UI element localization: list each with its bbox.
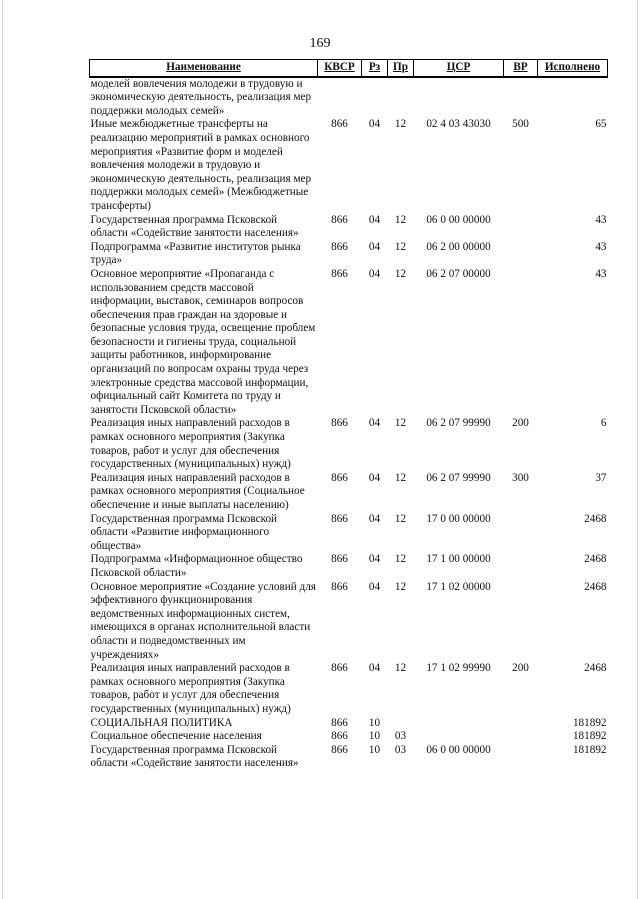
table-row bbox=[90, 241, 608, 268]
page-number: 169 bbox=[309, 36, 331, 51]
row-name: Государственная программа Псковской области «Развитие информационного общества» bbox=[90, 512, 278, 552]
row-rz: 04 bbox=[368, 553, 381, 566]
row-pr: 12 bbox=[394, 553, 407, 566]
row-amount: 181892 bbox=[572, 743, 607, 756]
row-vr bbox=[504, 717, 538, 731]
table-row bbox=[90, 744, 608, 771]
row-rz: 04 bbox=[368, 662, 381, 675]
row-csr: 17 0 00 00000 bbox=[426, 512, 491, 525]
row-amount bbox=[538, 77, 608, 119]
row-rz: 10 bbox=[368, 730, 381, 743]
row-name: Государственная программа Псковской области «Содействие занятости населения» bbox=[90, 743, 299, 770]
row-vr bbox=[504, 744, 538, 771]
row-vr bbox=[504, 77, 538, 119]
table-row bbox=[90, 77, 608, 119]
table-row bbox=[90, 553, 608, 580]
row-vr bbox=[504, 214, 538, 241]
table-row bbox=[90, 118, 608, 213]
table-row bbox=[90, 513, 608, 554]
row-csr: 06 2 07 99990 bbox=[426, 417, 491, 430]
row-amount: 2468 bbox=[584, 512, 607, 525]
row-pr: 12 bbox=[394, 213, 407, 226]
row-kvsr: 866 bbox=[331, 118, 348, 131]
row-csr: 17 1 00 00000 bbox=[426, 553, 491, 566]
row-pr: 12 bbox=[394, 471, 407, 484]
row-rz: 04 bbox=[368, 267, 381, 280]
row-amount: 43 bbox=[595, 267, 607, 280]
row-kvsr: 866 bbox=[331, 580, 348, 593]
header-csr: ЦСР bbox=[414, 60, 504, 77]
scan-edge-left bbox=[2, 0, 3, 899]
table-row bbox=[90, 717, 608, 731]
row-kvsr: 866 bbox=[331, 512, 348, 525]
header-pr: Пр bbox=[388, 60, 414, 77]
row-vr: 200 bbox=[512, 417, 529, 430]
row-csr: 06 2 00 00000 bbox=[426, 240, 491, 253]
row-csr: 17 1 02 00000 bbox=[426, 580, 491, 593]
row-csr: 02 4 03 43030 bbox=[426, 118, 491, 131]
row-pr: 12 bbox=[394, 240, 407, 253]
row-pr: 12 bbox=[394, 580, 407, 593]
row-vr bbox=[504, 268, 538, 418]
row-vr bbox=[504, 730, 538, 744]
row-name: Иные межбюджетные трансферты на реализацию мероприятий в рамках основного мероприятия «Развитие форм и моделей вовлечения молодежи в трудовую и экономическую деятельность, реализация мер поддержки молодых семей» (Межбюджетные трансферты) bbox=[90, 118, 312, 212]
row-vr bbox=[504, 553, 538, 580]
table-row bbox=[90, 730, 608, 744]
table-row bbox=[90, 268, 608, 418]
row-kvsr: 866 bbox=[331, 730, 348, 743]
row-csr: 06 2 07 00000 bbox=[426, 267, 491, 280]
scan-edge-right bbox=[637, 0, 638, 899]
row-amount: 2468 bbox=[584, 580, 607, 593]
row-pr: 12 bbox=[394, 662, 407, 675]
row-name: моделей вовлечения молодежи в трудовую и экономическую деятельность, реализация мер поддержки молодых семей» bbox=[90, 77, 312, 117]
row-kvsr: 866 bbox=[331, 417, 348, 430]
row-name: СОЦИАЛЬНАЯ ПОЛИТИКА bbox=[90, 716, 233, 729]
row-name: Государственная программа Псковской области «Содействие занятости населения» bbox=[90, 213, 299, 240]
table-row bbox=[90, 472, 608, 513]
row-vr: 200 bbox=[512, 662, 529, 675]
header-amount: Исполнено bbox=[538, 60, 608, 77]
row-kvsr: 866 bbox=[331, 553, 348, 566]
table-row bbox=[90, 417, 608, 471]
row-csr bbox=[414, 77, 504, 119]
row-pr: 03 bbox=[394, 743, 407, 756]
row-csr: 06 2 07 99990 bbox=[426, 471, 491, 484]
row-csr bbox=[414, 730, 504, 744]
row-csr: 17 1 02 99990 bbox=[426, 662, 491, 675]
row-vr: 500 bbox=[512, 118, 529, 131]
row-vr bbox=[504, 241, 538, 268]
row-rz: 04 bbox=[368, 580, 381, 593]
row-amount: 181892 bbox=[572, 716, 607, 729]
row-pr bbox=[388, 77, 414, 119]
row-pr: 12 bbox=[394, 118, 407, 131]
row-pr: 12 bbox=[394, 417, 407, 430]
budget-table bbox=[89, 59, 608, 771]
row-rz: 10 bbox=[368, 743, 381, 756]
row-kvsr bbox=[318, 77, 362, 119]
row-csr bbox=[414, 717, 504, 731]
row-kvsr: 866 bbox=[331, 240, 348, 253]
row-rz: 04 bbox=[368, 512, 381, 525]
row-pr bbox=[388, 717, 414, 731]
row-pr: 12 bbox=[394, 267, 407, 280]
row-kvsr: 866 bbox=[331, 213, 348, 226]
row-rz: 04 bbox=[368, 240, 381, 253]
row-amount: 2468 bbox=[584, 553, 607, 566]
row-amount: 2468 bbox=[584, 662, 607, 675]
table-header-row bbox=[90, 60, 608, 77]
header-rz: Рз bbox=[362, 60, 388, 77]
row-vr: 300 bbox=[512, 471, 529, 484]
row-kvsr: 866 bbox=[331, 662, 348, 675]
row-name: Подпрограмма «Развитие институтов рынка труда» bbox=[90, 240, 301, 267]
row-pr: 12 bbox=[394, 512, 407, 525]
row-name: Основное мероприятие «Пропаганда с использованием средств массовой информации, выставок, семинаров вопросов обеспечения прав граждан на здоровые и безопасные условия труда, освещение проблем безопасности и гигиены труда, социальной защиты работников, информирование организаций по вопросам охраны труда через электронные средства массовой информации, официальный сайт Комитета по труду и занятости Псковской области» bbox=[90, 267, 316, 416]
row-rz: 04 bbox=[368, 118, 381, 131]
row-kvsr: 866 bbox=[331, 267, 348, 280]
row-amount: 65 bbox=[595, 118, 607, 131]
table-row bbox=[90, 214, 608, 241]
row-rz: 04 bbox=[368, 417, 381, 430]
header-kvsr: КВСР bbox=[318, 60, 362, 77]
row-kvsr: 866 bbox=[331, 716, 348, 729]
row-rz: 04 bbox=[368, 471, 381, 484]
row-kvsr: 866 bbox=[331, 471, 348, 484]
row-rz bbox=[362, 77, 388, 119]
row-rz: 10 bbox=[368, 716, 381, 729]
row-name: Основное мероприятие «Создание условий для эффективного функционирования ведомственных информационных систем, имеющихся в органах исполнительной власти области и подведомственных им учреждениях» bbox=[90, 580, 316, 661]
row-vr bbox=[504, 581, 538, 663]
row-csr: 06 0 00 00000 bbox=[426, 743, 491, 756]
header-vr: ВР bbox=[504, 60, 538, 77]
row-pr: 03 bbox=[394, 730, 407, 743]
row-amount: 43 bbox=[595, 213, 607, 226]
row-vr bbox=[504, 513, 538, 554]
row-rz: 04 bbox=[368, 213, 381, 226]
row-amount: 43 bbox=[595, 240, 607, 253]
row-amount: 181892 bbox=[572, 730, 607, 743]
row-name: Реализация иных направлений расходов в рамках основного мероприятия (Социальное обеспечение и иные выплаты населению) bbox=[90, 471, 305, 511]
row-name: Подпрограмма «Информационное общество Псковской области» bbox=[90, 553, 303, 579]
table-row bbox=[90, 662, 608, 716]
header-name: Наименование bbox=[90, 60, 318, 77]
row-name: Реализация иных направлений расходов в рамках основного мероприятия (Закупка товаров, работ и услуг для обеспечения государственных (муниципальных) нужд) bbox=[90, 662, 291, 715]
row-name: Реализация иных направлений расходов в рамках основного мероприятия (Закупка товаров, работ и услуг для обеспечения государственных (муниципальных) нужд) bbox=[90, 417, 291, 471]
row-amount: 6 bbox=[600, 417, 607, 430]
row-csr: 06 0 00 00000 bbox=[426, 213, 491, 226]
row-kvsr: 866 bbox=[331, 743, 348, 756]
table-row bbox=[90, 581, 608, 663]
row-name: Социальное обеспечение населения bbox=[90, 730, 262, 743]
row-amount: 37 bbox=[595, 471, 607, 484]
